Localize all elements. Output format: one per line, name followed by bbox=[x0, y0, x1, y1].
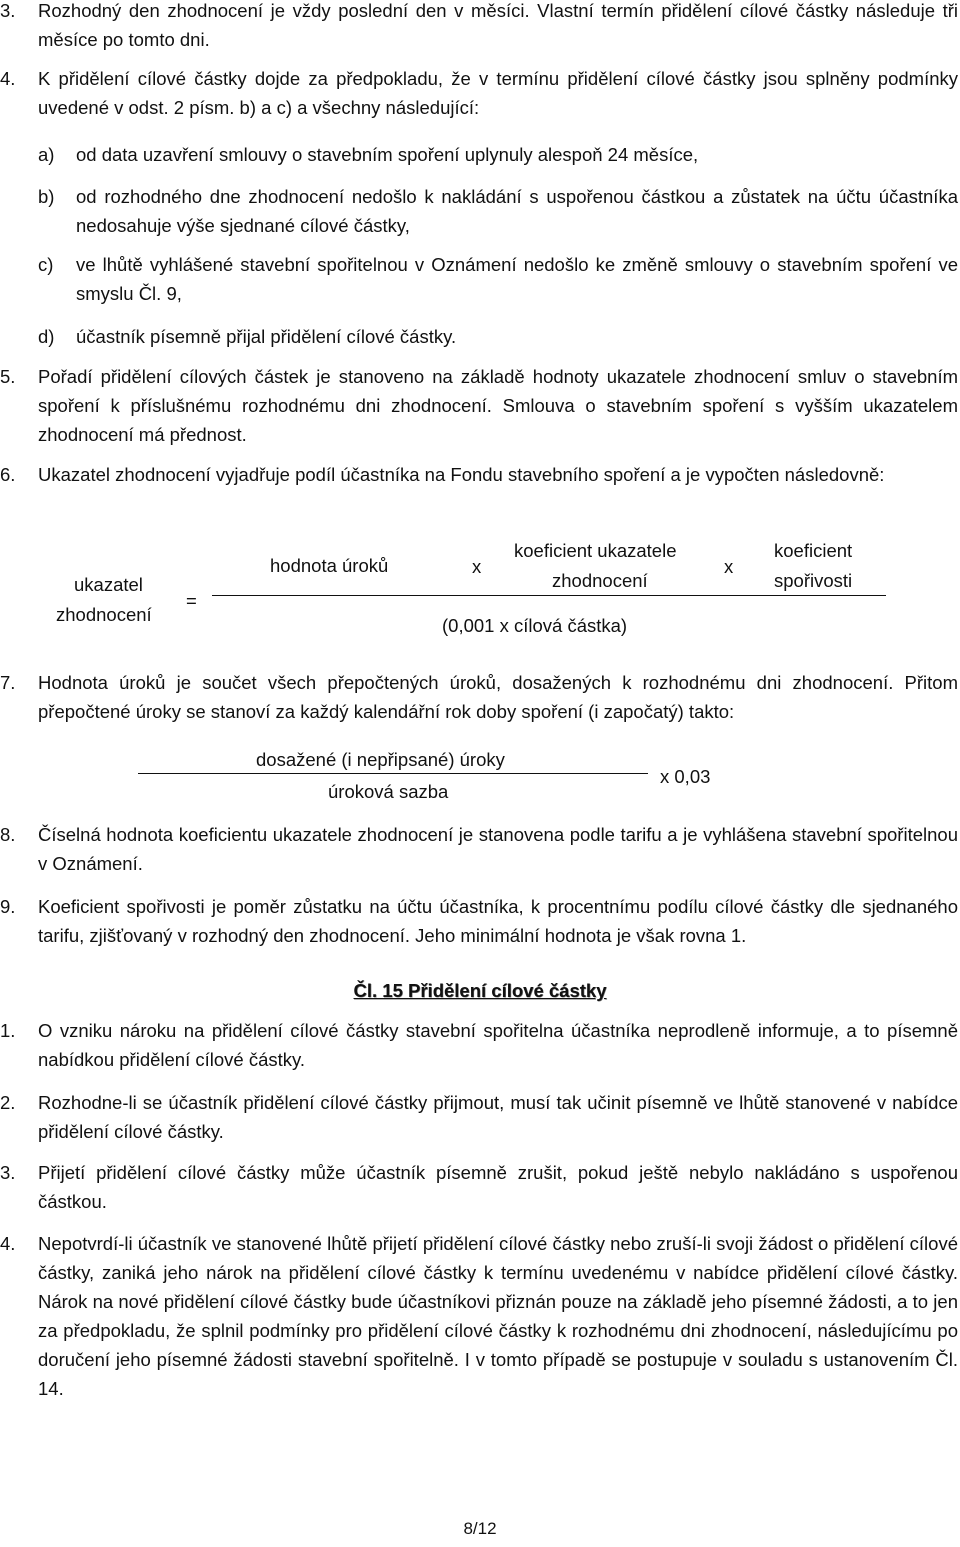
formula-term-koeficient-ukazatele: koeficient ukazatele bbox=[514, 540, 677, 561]
formula-term-zhodnoceni: zhodnocení bbox=[552, 570, 648, 591]
subparagraph-b bbox=[38, 182, 958, 240]
paragraph-9 bbox=[0, 892, 958, 950]
formula-fraction-line bbox=[212, 595, 886, 596]
subparagraph-text: od data uzavření smlouvy o stavebním spoření uplynuly alespoň 24 měsíce, bbox=[76, 144, 699, 165]
article15-paragraph-4 bbox=[0, 1229, 958, 1403]
paragraph-number: 3. bbox=[0, 0, 16, 21]
paragraph-number: 9. bbox=[0, 896, 16, 917]
paragraph-3 bbox=[0, 0, 958, 54]
paragraph-text: Číselná hodnota koeficientu ukazatele zhodnocení je stanovena podle tarifu a je vyhlášena stavební spořitelnou v Oznámení. bbox=[38, 824, 958, 874]
subparagraph-text: ve lhůtě vyhlášené stavební spořitelnou v Oznámení nedošlo ke změně smlouvy o stavebním spoření ve smyslu Čl. 9, bbox=[76, 254, 958, 304]
paragraph-text: Pořadí přidělení cílových částek je stanoveno na základě hodnoty ukazatele zhodnocení smluv o stavebním spoření k příslušnému rozhodnému dni zhodnocení. Smlouva o stavebním spoření s vyšším ukazatelem zhodnocení má přednost. bbox=[38, 366, 958, 445]
paragraph-number: 4. bbox=[0, 1233, 16, 1254]
paragraph-number: 2. bbox=[0, 1092, 16, 1113]
formula2-multiplier: x 0,03 bbox=[660, 766, 711, 787]
formula-denominator: (0,001 x cílová částka) bbox=[442, 615, 628, 636]
formula2-numerator: dosažené (i nepřipsané) úroky bbox=[256, 749, 505, 770]
paragraph-5 bbox=[0, 362, 958, 449]
paragraph-text: O vzniku nároku na přidělení cílové částky stavební spořitelna účastníka neprodleně informuje, a to písemně nabídkou přidělení cílové částky. bbox=[38, 1020, 958, 1070]
paragraph-text: Rozhodný den zhodnocení je vždy poslední den v měsíci. Vlastní termín přidělení cílové částky následuje tři měsíce po tomto dni. bbox=[38, 0, 958, 50]
paragraph-text: K přidělení cílové částky dojde za předpokladu, že v termínu přidělení cílové částky jsou splněny podmínky uvedené v odst. 2 písm. b) a c) a všechny následující: bbox=[38, 68, 958, 118]
formula-equals: = bbox=[186, 590, 197, 611]
subparagraph-d bbox=[38, 322, 958, 351]
paragraph-number: 1. bbox=[0, 1020, 16, 1041]
formula-lhs-line1: ukazatel bbox=[74, 574, 143, 595]
formula2-denominator: úroková sazba bbox=[328, 781, 449, 802]
article15-paragraph-3 bbox=[0, 1158, 958, 1216]
subparagraph-text: od rozhodného dne zhodnocení nedošlo k nakládání s uspořenou částkou a zůstatek na účtu účastníka nedosahuje výše sjednané cílové částky, bbox=[76, 186, 958, 236]
subparagraph-a bbox=[38, 140, 958, 169]
paragraph-text: Ukazatel zhodnocení vyjadřuje podíl účastníka na Fondu stavebního spoření a je vypočten následovně: bbox=[38, 464, 885, 485]
paragraph-number: 5. bbox=[0, 366, 16, 387]
formula2-fraction-line bbox=[138, 773, 648, 774]
subparagraph-label: a) bbox=[38, 144, 55, 165]
paragraph-8 bbox=[0, 820, 958, 878]
paragraph-number: 8. bbox=[0, 824, 16, 845]
paragraph-number: 6. bbox=[0, 464, 16, 485]
formula-term-koeficient: koeficient bbox=[774, 540, 853, 561]
paragraph-number: 7. bbox=[0, 672, 16, 693]
page-number: 8/12 bbox=[463, 1519, 497, 1538]
subparagraph-label: d) bbox=[38, 326, 55, 347]
paragraph-text: Přijetí přidělení cílové částky může účastník písemně zrušit, pokud ještě nebylo nakládáno s uspořenou částkou. bbox=[38, 1162, 958, 1212]
paragraph-text: Rozhodne-li se účastník přidělení cílové částky přijmout, musí tak učinit písemně ve lhůtě stanovené v nabídce přidělení cílové částky. bbox=[38, 1092, 958, 1142]
formula-times-2: x bbox=[724, 556, 734, 577]
section-heading: Čl. 15 Přidělení cílové částky bbox=[353, 980, 607, 1001]
paragraph-7 bbox=[0, 668, 958, 726]
paragraph-4 bbox=[0, 64, 958, 122]
formula-times-1: x bbox=[472, 556, 482, 577]
subparagraph-text: účastník písemně přijal přidělení cílové částky. bbox=[76, 326, 457, 347]
paragraph-6 bbox=[0, 460, 958, 489]
subparagraph-label: c) bbox=[38, 254, 54, 275]
formula-term-sporivosti: spořivosti bbox=[774, 570, 853, 591]
article15-paragraph-1 bbox=[0, 1016, 958, 1074]
formula-lhs-line2: zhodnocení bbox=[56, 604, 152, 625]
paragraph-number: 3. bbox=[0, 1162, 16, 1183]
article15-paragraph-2 bbox=[0, 1088, 958, 1146]
formula-term-hodnota-uroku: hodnota úroků bbox=[270, 555, 389, 576]
paragraph-text: Koeficient spořivosti je poměr zůstatku na účtu účastníka, k procentnímu podílu cílové částky dle sjednaného tarifu, zjišťovaný v rozhodný den zhodnocení. Jeho minimální hodnota je však rovna 1. bbox=[38, 896, 958, 946]
subparagraph-label: b) bbox=[38, 186, 55, 207]
subparagraph-c bbox=[38, 250, 958, 308]
paragraph-text: Nepotvrdí-li účastník ve stanovené lhůtě přijetí přidělení cílové částky nebo zruší-li svoji žádost o přidělení cílové částky, zaniká jeho nárok na přidělení cílové částky k termínu uvedenému v nabídce přidělení cílové částky. Nárok na nové přidělení cílové částky bude účastníkovi přiznán pouze na základě jeho písemné žádosti, a to jen za předpokladu, že splnil podmínky pro přidělení cílové částky k rozhodnému dni zhodnocení, následujícímu po doručení jeho písemné žádosti stavební spořitelně. I v tomto případě se postupuje v souladu s ustanovením Čl. 14. bbox=[38, 1233, 958, 1399]
paragraph-number: 4. bbox=[0, 68, 16, 89]
paragraph-text: Hodnota úroků je součet všech přepočtených úroků, dosažených k rozhodnému dni zhodnocení. Přitom přepočtené úroky se stanoví za každý kalendářní rok doby spoření (i započatý) takto: bbox=[38, 672, 958, 722]
